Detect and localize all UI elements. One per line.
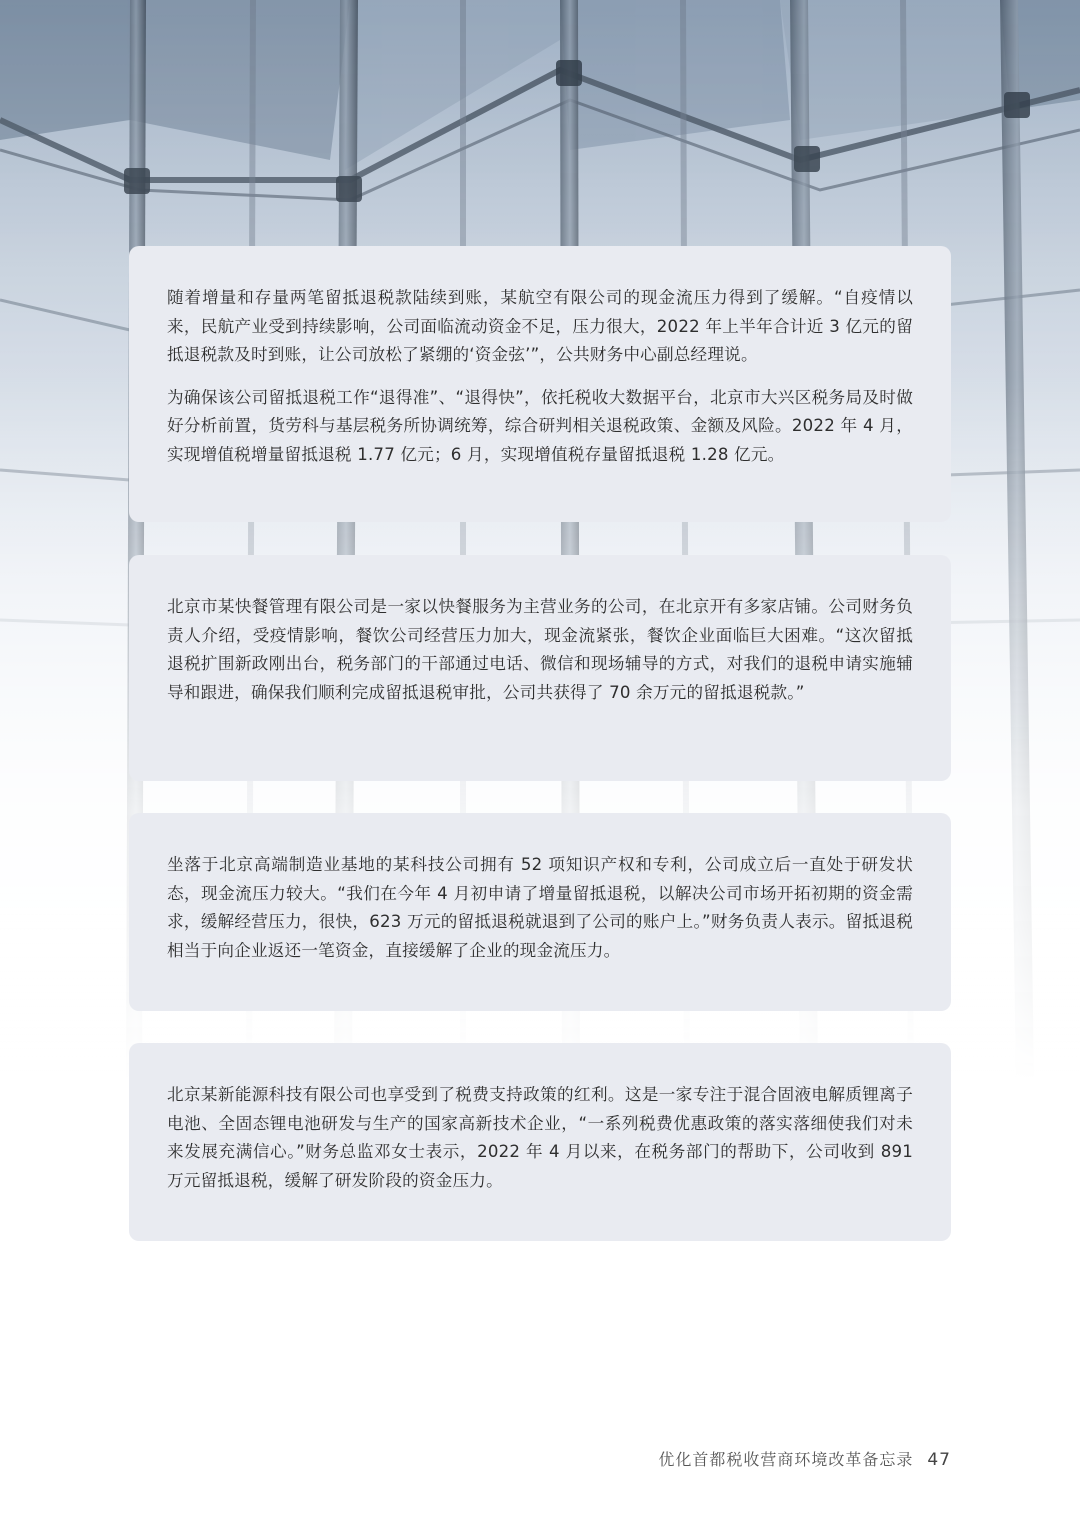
card-paragraph: 坐落于北京高端制造业基地的某科技公司拥有 52 项知识产权和专利，公司成立后一直处于研发状态，现金流压力较大。“我们在今年 4 月初申请了增量留抵退税，以解决公司市场开拓初期的资金需求，缓解经营压力，很快，623 万元的留抵退税就退到了公司的账户上。”财务负责人表示。留抵退税相当于向企业返还一笔资金，直接缓解了企业的现金流压力。 xyxy=(167,855,913,960)
story-card-airline xyxy=(129,246,951,522)
page-footer xyxy=(658,1447,951,1470)
card-paragraph: 为确保该公司留抵退税工作“退得准”、“退得快”，依托税收大数据平台，北京市大兴区税务局及时做好分析前置，货劳科与基层税务所协调统筹，综合研判相关退税政策、金额及风险。2022 年 4 月，实现增值税增量留抵退税 1.77 亿元；6 月，实现增值税存量留抵退税 1.28 亿元。 xyxy=(167,387,913,464)
card-paragraph: 随着增量和存量两笔留抵退税款陆续到账，某航空有限公司的现金流压力得到了缓解。“自疫情以来，民航产业受到持续影响，公司面临流动资金不足，压力很大，2022 年上半年合计近 3 亿元的留抵退税款及时到账，让公司放松了紧绷的‘资金弦’”，公共财务中心副总经理说。 xyxy=(167,288,913,365)
story-card-tech-company xyxy=(129,813,951,1011)
card-paragraph: 北京市某快餐管理有限公司是一家以快餐服务为主营业务的公司，在北京开有多家店铺。公司财务负责人介绍，受疫情影响，餐饮公司经营压力加大，现金流紧张，餐饮企业面临巨大困难。“这次留抵退税扩围新政刚出台，税务部门的干部通过电话、微信和现场辅导的方式，对我们的退税申请实施辅导和跟进，确保我们顺利完成留抵退税审批，公司共获得了 70 余万元的留抵退税款。” xyxy=(167,597,913,702)
card-paragraph: 北京某新能源科技有限公司也享受到了税费支持政策的红利。这是一家专注于混合固液电解质锂离子电池、全固态锂电池研发与生产的国家高新技术企业，“一系列税费优惠政策的落实落细使我们对未来发展充满信心。”财务总监邓女士表示，2022 年 4 月以来，在税务部门的帮助下，公司收到 891 万元留抵退税，缓解了研发阶段的资金压力。 xyxy=(167,1085,913,1190)
footer-title: 优化首都税收营商环境改革备忘录 xyxy=(658,1450,914,1469)
story-card-fastfood xyxy=(129,555,951,781)
page-number: 47 xyxy=(927,1450,951,1470)
story-card-new-energy xyxy=(129,1043,951,1241)
